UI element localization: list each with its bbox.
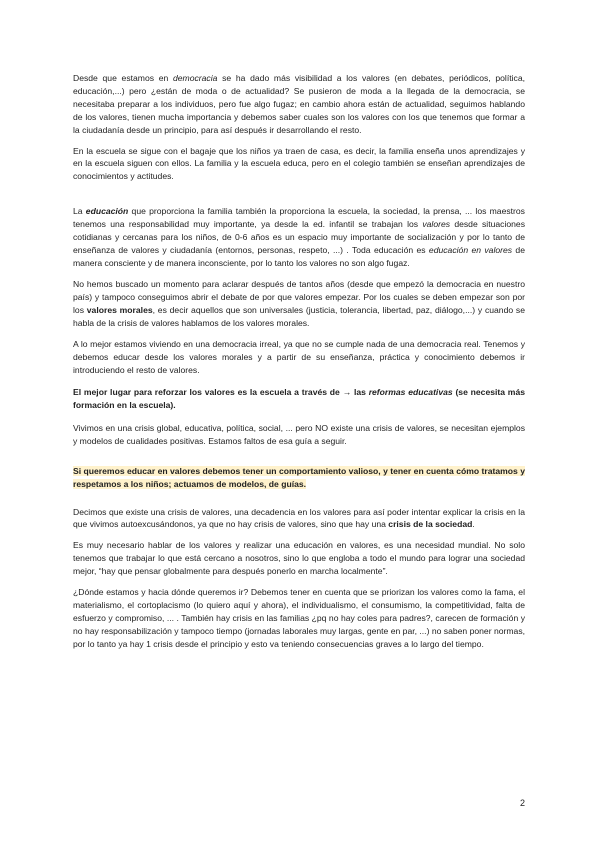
text-run: El mejor lugar para reforzar los valores es la escuela a través de → las — [73, 387, 369, 398]
text-run: de manera consciente y de manera inconsciente, por lo tanto los valores no son algo fugaz. — [73, 244, 525, 268]
paragraph-democracia — [73, 72, 525, 137]
paragraph-necesidad-mundial: Es muy necesario hablar de los valores y realizar una educación en valores, es una necesidad mundial. No solo tenemos que trabajar lo que está cercano a nosotros, sino lo que engloba a todo el mundo para lograr una sociedad mejor, “hay que pensar globalmente para después ponerlo en marcha localmente”. — [73, 540, 525, 577]
text-run: , es decir aquellos que son universales (justicia, tolerancia, libertad, paz, diálogo,...) y cuando se habla de la crisis de valores hablamos de los valores morales. — [73, 304, 526, 328]
document-body — [73, 72, 525, 651]
bold-italic-term: educación — [85, 206, 129, 217]
paragraph-highlighted — [73, 465, 525, 491]
bold-term: crisis de la sociedad — [388, 519, 473, 530]
paragraph-escuela-bagaje: En la escuela se sigue con el bagaje que los niños ya traen de casa, es decir, la familia enseña unos aprendizajes y en la escuela siguen con ellos. La familia y la escuela educa, pero en el colegio también se enseñan aprendizajes de conocimientos y actitudes. — [73, 145, 525, 182]
paragraph-valores-morales — [73, 278, 525, 330]
text-run: se ha dado más visibilidad a los valores (en debates, periódicos, política, educación,...) pero ¿están de moda o de actualidad? Se pusieron de moda a la llegada de la democracia, se necesitaba preparar a los individuos, pero fue algo fugaz; en cambio ahora están de actualidad, seguimos hablando de los valores, tienen mucha importancia y debemos saber cuales son los valores con los que tenemos que formar a la ciudadanía desde un principio, para así después ir desarrollando el resto. — [73, 73, 525, 135]
paragraph-mejor-lugar — [73, 386, 525, 412]
paragraph-crisis-global: Vivimos en una crisis global, educativa, política, social, ... pero NO existe una crisis de valores, se necesitan ejemplos y modelos de cualidades positivas. Estamos faltos de esa guía a seguir. — [73, 422, 525, 446]
paragraph-educacion — [73, 205, 525, 270]
text-run: Desde que estamos en — [73, 73, 173, 83]
highlighted-text: Si queremos educar en valores debemos tener un comportamiento valioso, y tener en cuenta cómo tratamos y respetamos a los niños; actuamos de modelos, de guías. — [73, 465, 525, 489]
text-run: que proporciona la familia también la proporciona la escuela, la sociedad, la prensa, ... los maestros tenemos una responsabilidad muy importante, ya desde la ed. infantil se trabajan los — [73, 206, 525, 230]
italic-term: democracia — [172, 73, 218, 83]
paragraph-donde-estamos: ¿Dónde estamos y hacia dónde queremos ir? Debemos tener en cuenta que se priorizan los valores como la fama, el materialismo, el cortoplacismo (lo quiero aquí y ahora), el individualismo, el consumismo, la competitividad, falta de esfuerzo y compromiso, ... . También hay crisis en las familias ¿pq no hay coles para padres?, carecen de formación y no hay responsabilización y tampoco tiempo (jornadas laborales muy largas, gente en par, ...) no saben poner normas, por lo tanto ya hay 1 crisis desde el principio y esto va teniendo consecuencias graves a lo largo del tiempo. — [73, 587, 525, 649]
bold-term: valores morales — [86, 304, 153, 315]
text-run: No hemos buscado un momento para aclarar después de tantos años (desde que empezó la democracia en nuestro país) y tampoco conseguimos abrir el debate de por que valores empezar. Por los cuales se deben empezar son por los — [73, 278, 525, 315]
italic-term: valores — [422, 219, 451, 230]
text-run: La — [73, 206, 86, 217]
italic-term: reformas educativas — [368, 387, 453, 398]
text-run: . — [472, 519, 475, 530]
page-number: 2 — [520, 798, 526, 808]
paragraph-crisis-sociedad — [73, 506, 525, 532]
text-run: desde situaciones cotidianas y cercanas para los niños, de 0-6 años es un espacio muy importante de socialización y por lo tanto de enseñanza de valores y ciudadanía (entornos, personas, respeto, ...) . Toda educación es — [73, 219, 525, 255]
italic-term: educación en valores — [428, 244, 513, 255]
text-run: (se necesita más formación en la escuela). — [73, 387, 525, 411]
paragraph-democracia-irreal: A lo mejor estamos viviendo en una democracia irreal, ya que no se cumple nada de una democracia real. Tenemos y debemos educar desde los valores morales y a partir de su enseñanza, práctica y conocimiento debemos ir introduciendo el resto de valores. — [73, 339, 525, 376]
text-run: Decimos que existe una crisis de valores, una decadencia en los valores para así poder intentar explicar la crisis en la que vivimos autoexcusándonos, ya que no hay crisis de valores, sino que hay una — [73, 506, 525, 530]
